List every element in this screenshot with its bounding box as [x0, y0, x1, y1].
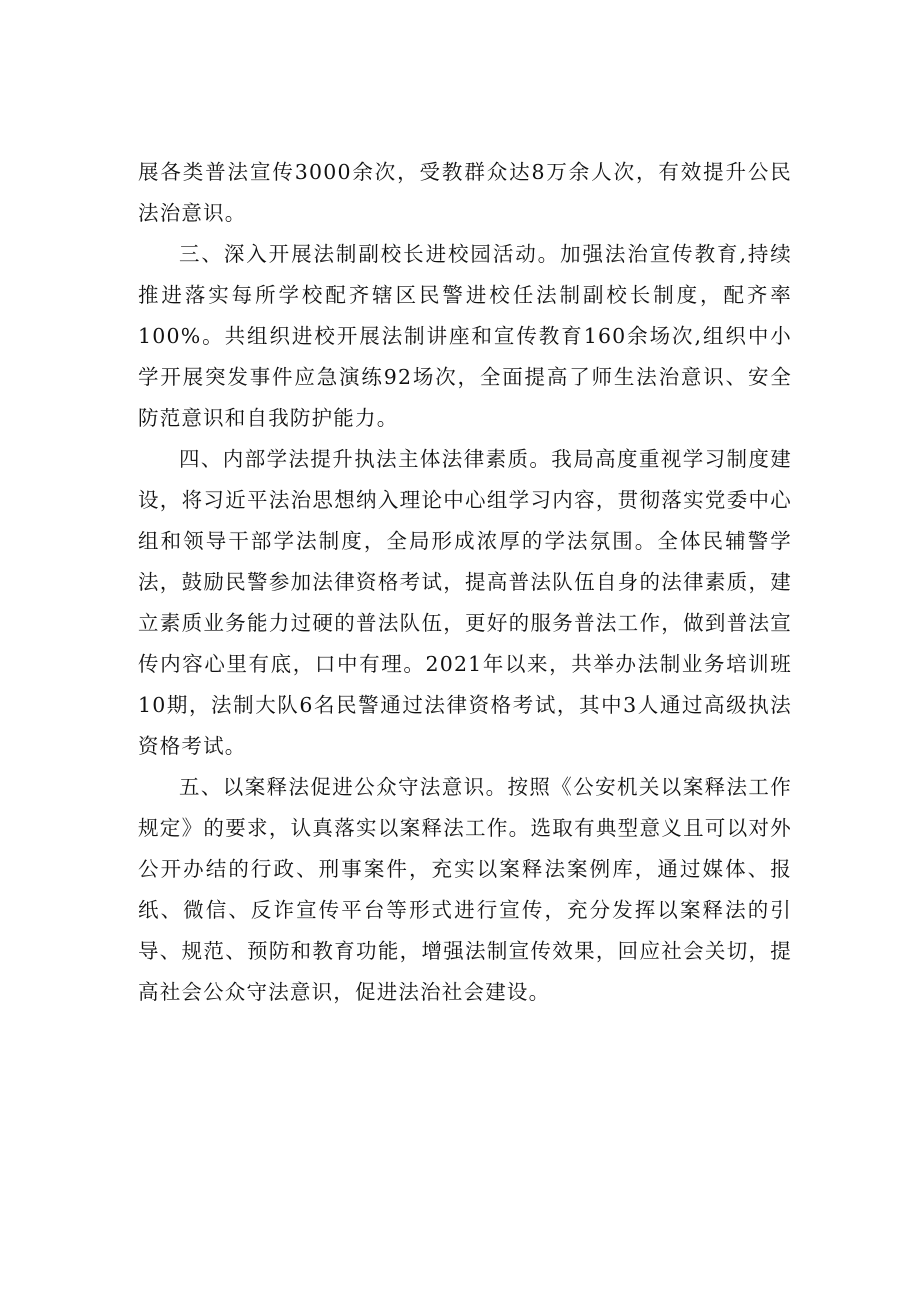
paragraph-continuation: 展各类普法宣传3000余次，受教群众达8万余人次，有效提升公民法治意识。	[138, 160, 792, 225]
paragraph-section-4: 四、内部学法提升执法主体法律素质。我局高度重视学习制度建设，将习近平法治思想纳入理论中心组学习内容，贯彻落实党委中心组和领导干部学法制度，全局形成浓厚的学法氛围。全体民辅警学法，鼓励民警参加法律资格考试，提高普法队伍自身的法律素质，建立素质业务能力过硬的普法队伍，更好的服务普法工作，做到普法宣传内容心里有底，口中有理。2021年以来，共举办法制业务培训班10期，法制大队6名民警通过法律资格考试，其中3人通过高级执法资格考试。	[138, 447, 792, 758]
paragraph-section-5: 五、以案释法促进公众守法意识。按照《公安机关以案释法工作规定》的要求，认真落实以案释法工作。选取有典型意义且可以对外公开办结的行政、刑事案件，充实以案释法案例库，通过媒体、报纸、微信、反诈宣传平台等形式进行宣传，充分发挥以案释法的引导、规范、预防和教育功能，增强法制宣传效果，回应社会关切，提高社会公众守法意识，促进法治社会建设。	[138, 775, 792, 1004]
document-body	[138, 152, 792, 1013]
paragraph-section-3: 三、深入开展法制副校长进校园活动。加强法治宣传教育,持续推进落实每所学校配齐辖区民警进校任法制副校长制度，配齐率100%。共组织进校开展法制讲座和宣传教育160余场次,组织中小学开展突发事件应急演练92场次，全面提高了师生法治意识、安全防范意识和自我防护能力。	[138, 242, 792, 430]
